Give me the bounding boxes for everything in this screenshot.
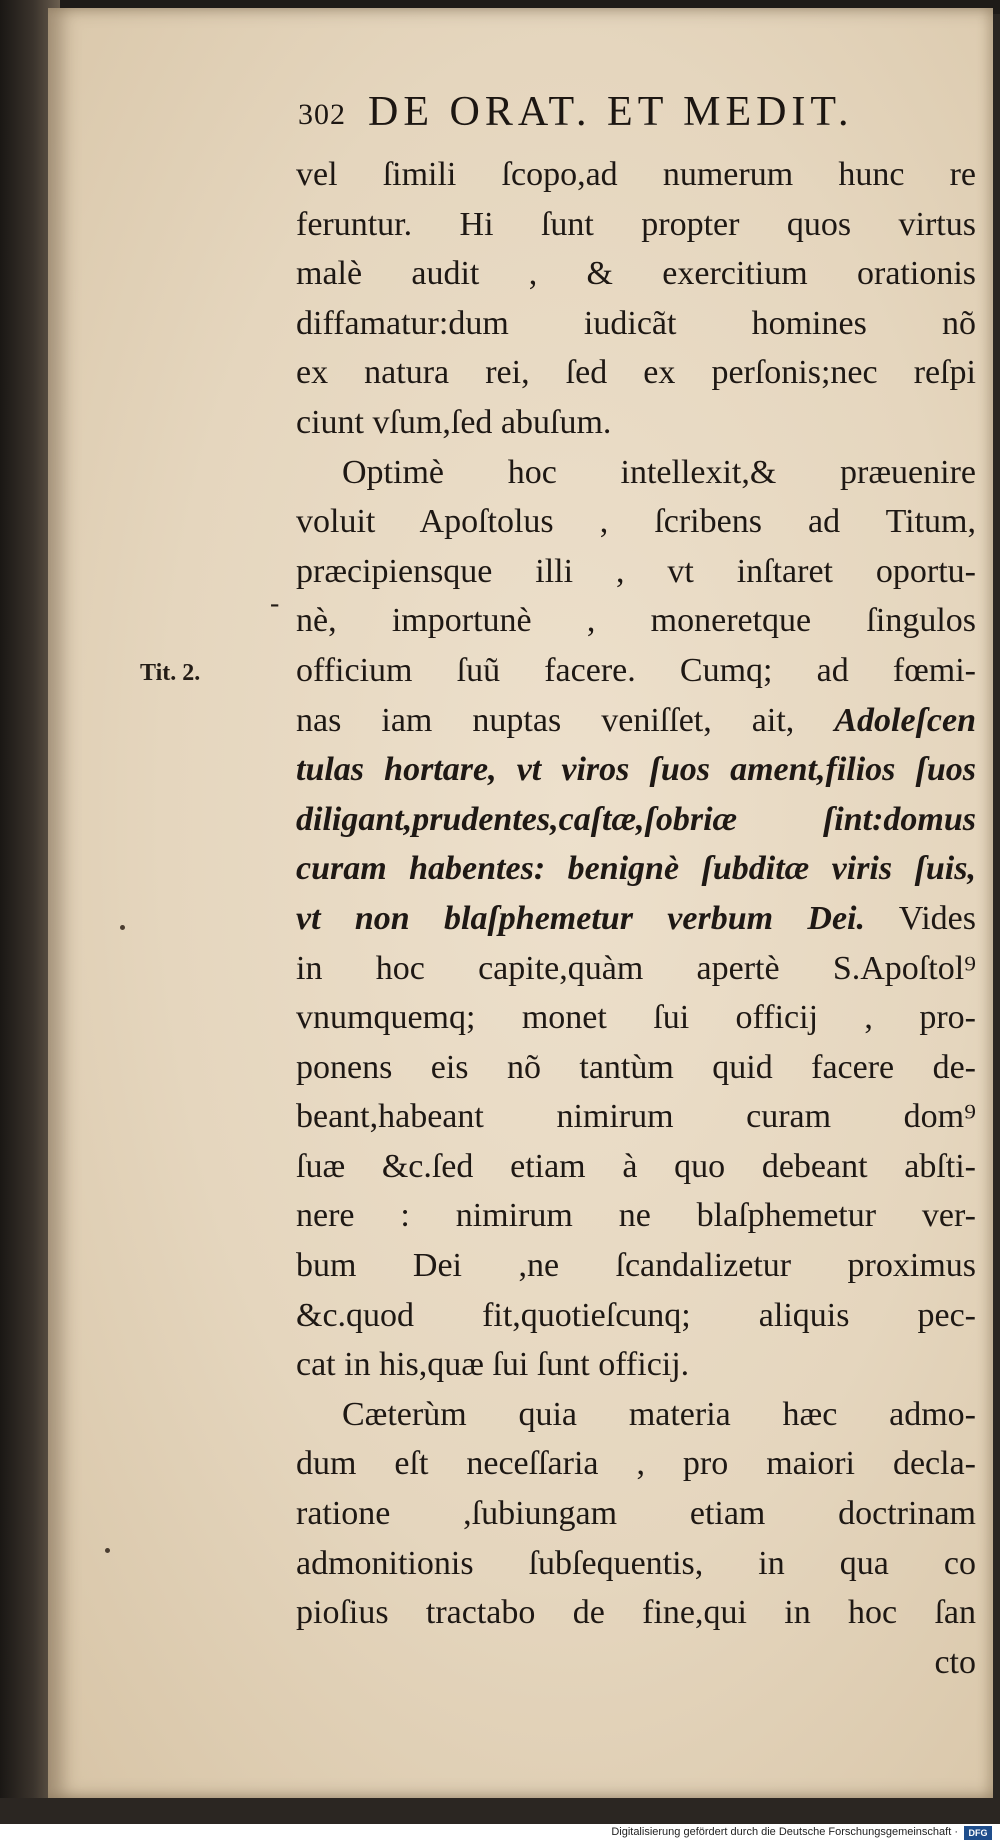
paper-speck: [105, 1548, 110, 1553]
text-line: &c.quod fit,quotieſcunq; aliquis pec-: [296, 1296, 976, 1334]
text-line: ex natura rei, ſed ex perſonis;nec reſpi: [296, 354, 976, 392]
text-line: Optimè hoc intellexit,& præuenire: [342, 453, 976, 491]
scan-bottom-edge: [0, 1798, 1000, 1824]
text-line: [296, 894, 976, 944]
text-line: officium ſuũ facere. Cumq; ad fœmi-: [296, 651, 976, 689]
scripture-quote: Adoleſcen: [834, 701, 976, 739]
dfg-logo: DFG: [964, 1826, 992, 1840]
text-line: ciunt vſum,ſed abuſum.: [296, 403, 612, 441]
text-line: ponens eis nõ tantùm quid facere de-: [296, 1048, 976, 1086]
text-line: Cæterùm quia materia hæc admo-: [342, 1395, 976, 1433]
margin-note: Tit. 2.: [140, 660, 201, 686]
text-line: admonitionis ſubſequentis, in qua co: [296, 1544, 976, 1582]
text-line: cat in his,quæ ſui ſunt officij.: [296, 1346, 690, 1384]
text-line: malè audit , & exercitium orationis: [296, 255, 976, 293]
text-line: diffamatur:dum iudicãt homines nõ: [296, 304, 976, 342]
text-line: in hoc capite,quàm apertè S.Apoſtol⁹: [296, 949, 976, 987]
text-line: cto: [934, 1643, 976, 1681]
text-line: voluit Apoſtolus , ſcribens ad Titum,: [296, 503, 976, 541]
text-line: [296, 844, 976, 894]
text-line: vel ſimili ſcopo,ad numerum hunc re: [296, 156, 976, 193]
line-roman-part: nas iam nuptas veniſſet, ait,: [296, 701, 835, 739]
scripture-quote: diligant,prudentes,caſtæ,ſobriæ ſint:domus: [296, 800, 976, 838]
text-line: nere : nimirum ne blaſphemetur ver-: [296, 1197, 976, 1235]
page-header: [298, 88, 958, 148]
text-line: [296, 696, 976, 746]
text-line: vnumquemq; monet ſui officij , pro-: [296, 999, 976, 1037]
text-line: [296, 795, 976, 845]
text-line: pioſius tractabo de fine,qui in hoc ſan: [296, 1594, 976, 1632]
scripture-quote: vt non blaſphemetur verbum Dei.: [296, 899, 865, 937]
digitization-credit: Digitalisierung gefördert durch die Deutsche Forschungsgemeinschaft ·: [611, 1826, 958, 1838]
paper-speck: [120, 925, 125, 930]
line-roman-part: Vides: [864, 899, 976, 937]
margin-mark: -: [270, 588, 280, 619]
body-text: [296, 150, 976, 1687]
text-line: feruntur. Hi ſunt propter quos virtus: [296, 205, 976, 243]
page-number: 302: [298, 98, 346, 131]
scripture-quote: curam habentes: benignè ſubditæ viris ſuis,: [296, 850, 976, 888]
text-line: beant,habeant nimirum curam dom⁹: [296, 1098, 976, 1136]
text-line: bum Dei ,ne ſcandalizetur proximus: [296, 1247, 976, 1285]
text-line: nè, importunè , moneretque ſingulos: [296, 602, 976, 640]
text-line: ratione ,ſubiungam etiam doctrinam: [296, 1495, 976, 1533]
text-line: dum eſt neceſſaria , pro maiori decla-: [296, 1445, 976, 1483]
running-title: DE ORAT. ET MEDIT.: [368, 89, 854, 135]
text-line: præcipiensque illi , vt inſtaret oportu-: [296, 552, 976, 590]
scripture-quote: tulas hortare, vt viros ſuos ament,filios ſuos: [296, 751, 976, 789]
text-line: ſuæ &c.ſed etiam à quo debeant abſti-: [296, 1147, 976, 1185]
text-line: [296, 745, 976, 795]
